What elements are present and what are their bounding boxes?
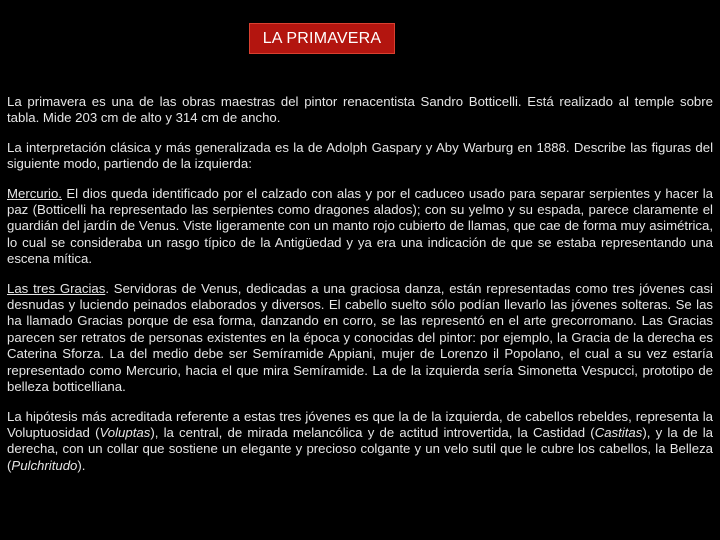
mercurio-text: El dios queda identificado por el calzado con alas y por el caduceo usado para separar serpientes y hacer la paz (Botticelli ha representado las serpientes como dragones alados); con su yelmo y su espada, parece claramente el guardián del jardín de Venus. Viste ligeramente con un manto rojo cubierto de llamas, que cae de forma muy asimétrica, lo cual se consideraba un rasgo típico de la Antigüedad y ya era una indicación de que se estaba representando una escena mítica. bbox=[7, 185, 713, 267]
gracias-heading: Las tres Gracias bbox=[7, 280, 106, 296]
hypothesis-text-b: ), la central, de mirada melancólica y de actitud introvertida, la Castidad ( bbox=[150, 424, 595, 440]
gracias-paragraph bbox=[7, 281, 713, 396]
hypothesis-paragraph bbox=[7, 409, 713, 475]
castitas-term: Castitas bbox=[594, 424, 643, 440]
interpretation-text: La interpretación clásica y más generalizada es la de Adolph Gaspary y Aby Warburg en 1888. Describe las figuras del siguiente modo, partiendo de la izquierda: bbox=[7, 139, 713, 172]
voluptas-term: Voluptas bbox=[99, 424, 151, 440]
document-body bbox=[7, 94, 713, 487]
pulchritudo-term: Pulchritudo bbox=[11, 457, 78, 473]
gracias-text: . Servidoras de Venus, dedicadas a una graciosa danza, están representadas como tres jóvenes casi desnudas y luciendo peinados elaborados y diversos. El cabello suelto sólo podían llevarlo las jóvenes solteras. Se las ha llamado Gracias porque de esa forma, danzando en corro, se las representó en el arte grecorromano. Las Gracias parecen ser retratos de personas existentes en la época y conocidas del pintor: por ejemplo, la Gracia de la derecha es Caterina Sforza. La del medio debe ser Semíramide Appiani, mujer de Lorenzo il Popolano, el cual a su vez estaría representado como Mercurio, hacia el que mira Semíramide. La de la izquierda sería Simonetta Vespucci, prototipo de belleza botticelliana. bbox=[7, 280, 713, 395]
intro-paragraph bbox=[7, 94, 713, 127]
title-banner bbox=[249, 23, 395, 54]
mercurio-paragraph bbox=[7, 186, 713, 268]
page-title: LA PRIMAVERA bbox=[262, 29, 382, 47]
hypothesis-text-d: ). bbox=[77, 457, 86, 473]
hypothesis-text-a: La hipótesis más acreditada referente a estas tres jóvenes es que la de la izquierda, de cabellos rebeldes, representa la Voluptuosidad ( bbox=[7, 408, 713, 440]
mercurio-heading: Mercurio. bbox=[7, 185, 62, 201]
interpretation-paragraph bbox=[7, 140, 713, 173]
hypothesis-text-c: ), y la de la derecha, con un collar que sostiene un elegante y precioso colgante y un velo sutil que le cubre los cabellos, la Belleza ( bbox=[7, 424, 713, 473]
intro-text: La primavera es una de las obras maestras del pintor renacentista Sandro Botticelli. Está realizado al temple sobre tabla. Mide 203 cm de alto y 314 cm de ancho. bbox=[7, 94, 713, 126]
